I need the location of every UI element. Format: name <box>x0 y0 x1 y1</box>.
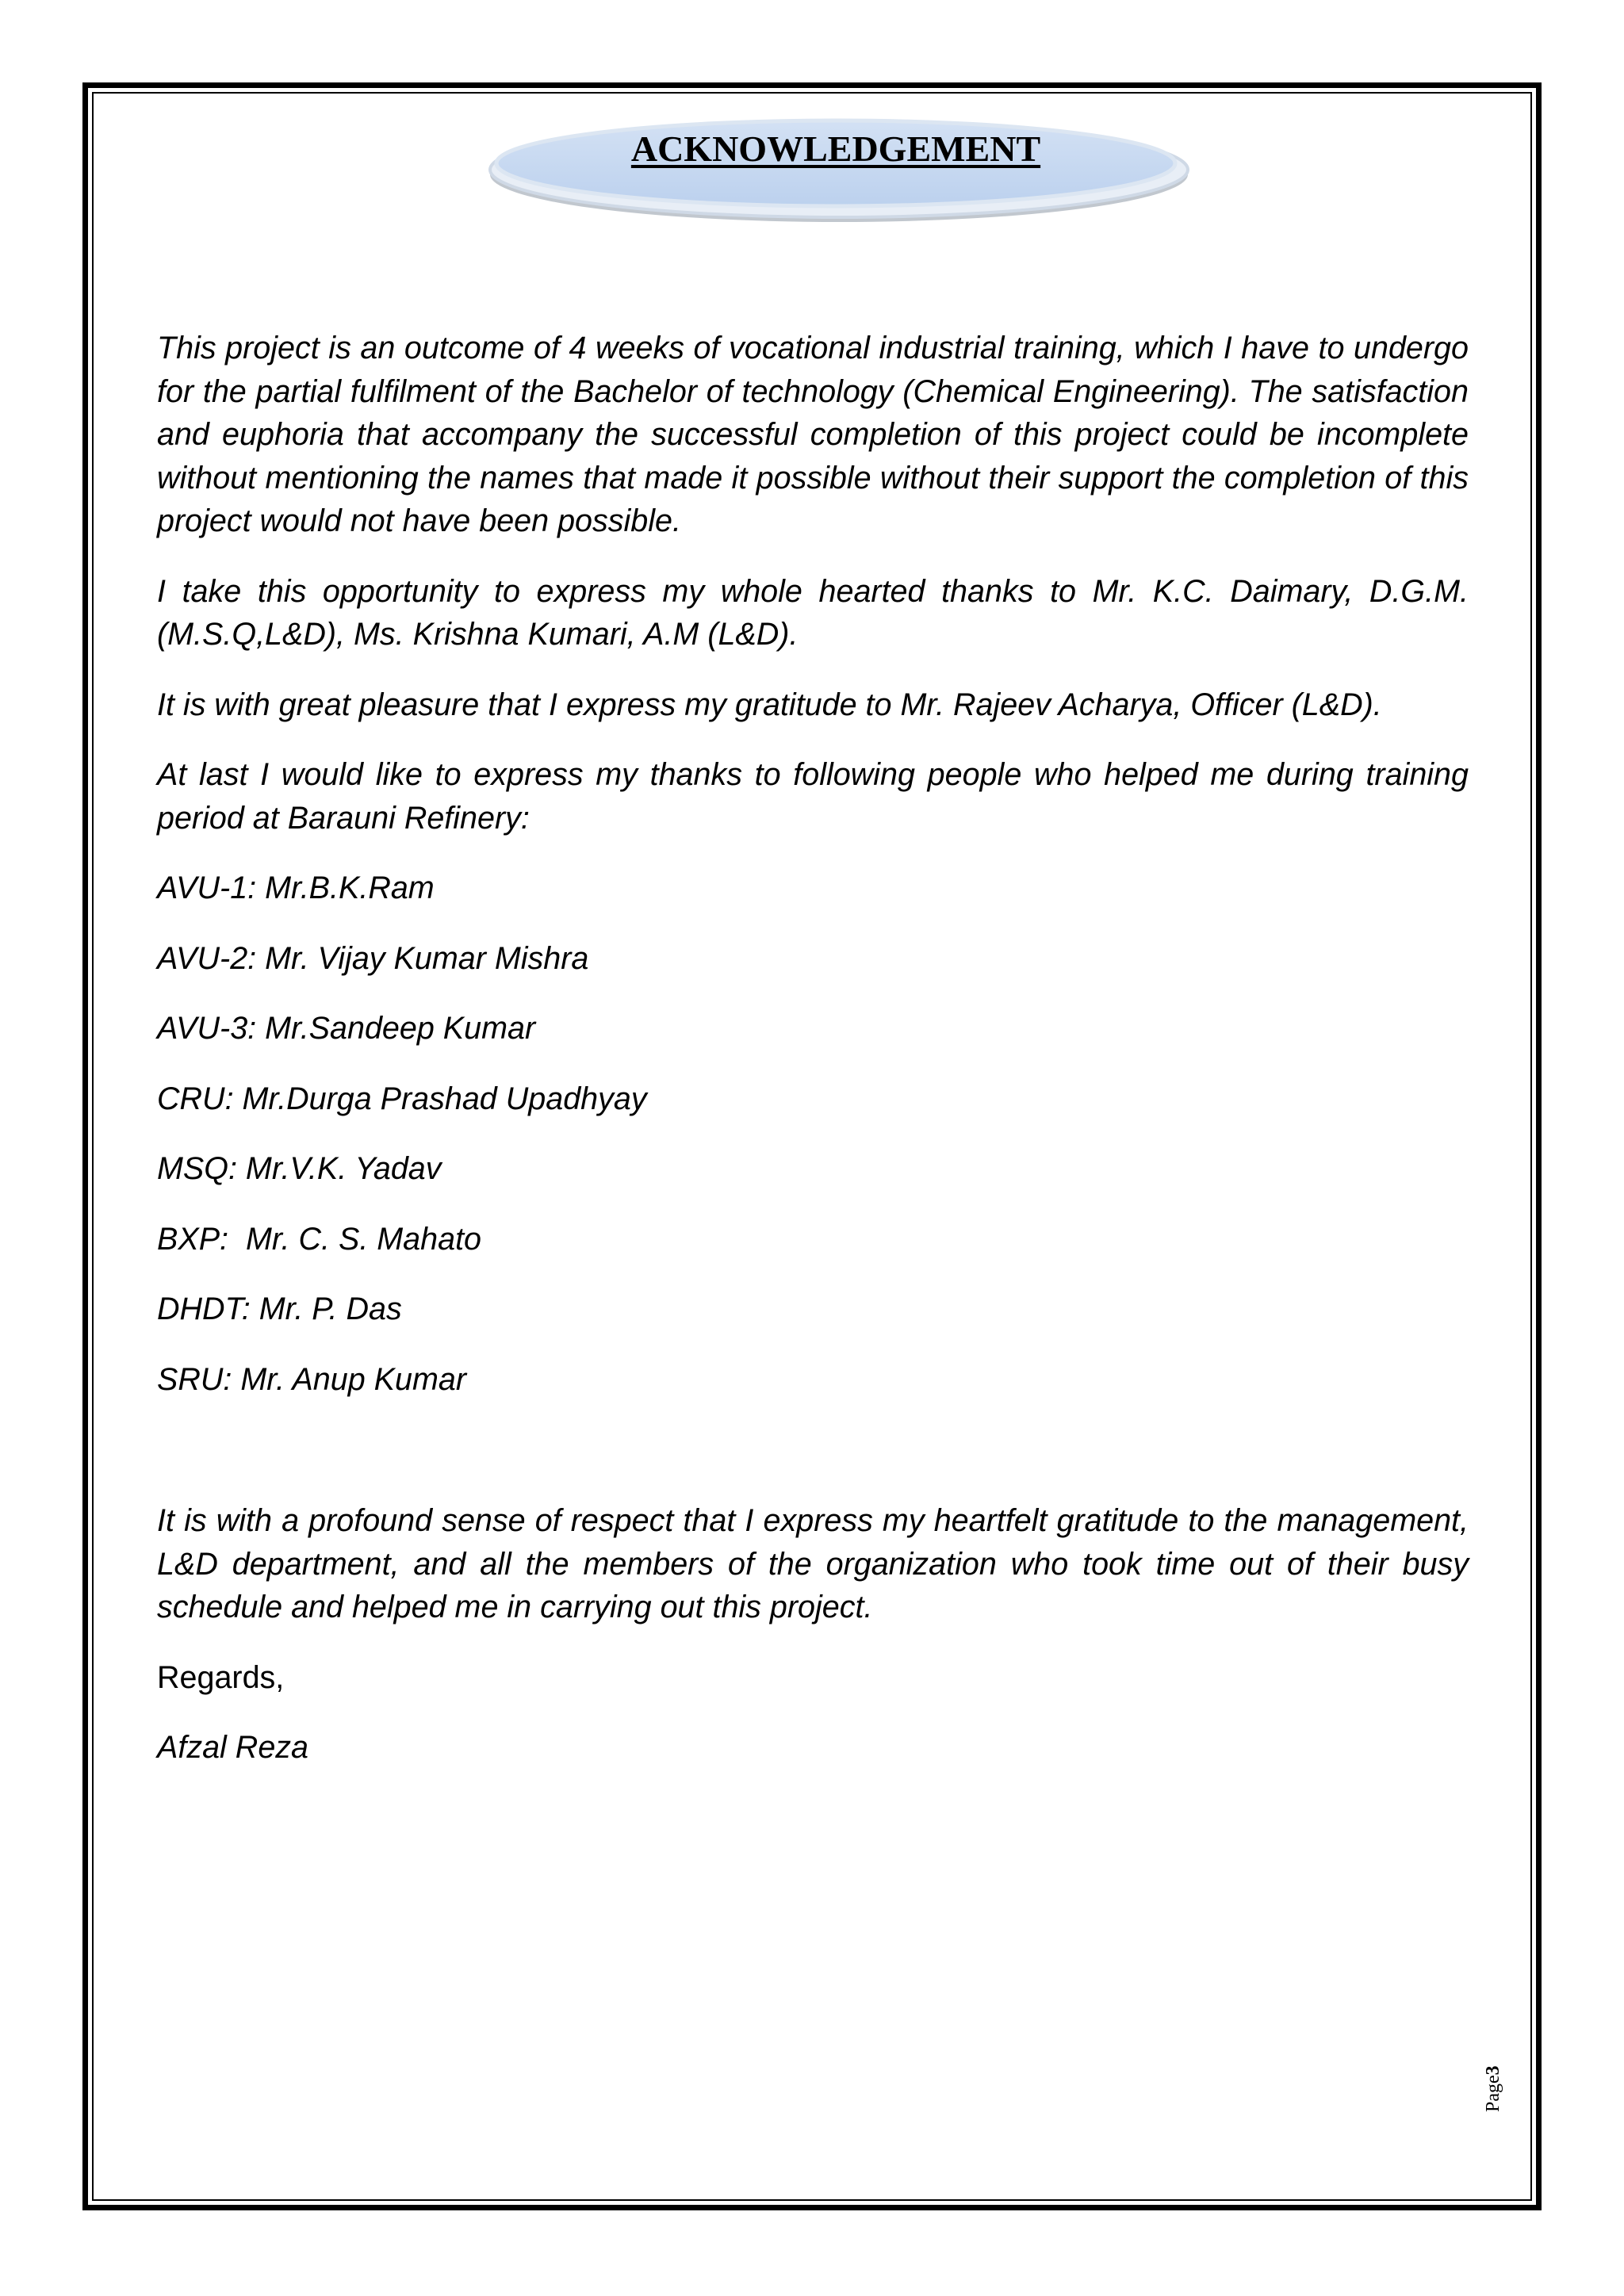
page-number-label: Page <box>1483 2075 1503 2112</box>
person-dhdt: DHDT: Mr. P. Das <box>157 1292 402 1326</box>
spacer <box>157 1428 1469 1499</box>
intro-paragraph: This project is an outcome of 4 weeks of vocational industrial training, which I have to undergo for the partial fulfilment of the Bachelor of technology (Chemical Engineering). The satisfaction and euphoria that accompany the successful completion of this project could be incomplete without mentioning the names that made it possible without their support the completion of this project would not have been possible. <box>157 331 1469 538</box>
closing-paragraph: It is with a profound sense of respect that I express my heartfelt gratitude to the management, L&D department, and all the members of the organization who took time out of their busy schedule and helped me in carrying out this project. <box>157 1503 1469 1624</box>
person-msq: MSQ: Mr.V.K. Yadav <box>157 1151 442 1186</box>
page-number <box>1483 2065 1504 2112</box>
person-bxp: BXP: Mr. C. S. Mahato <box>157 1221 482 1257</box>
title-badge <box>487 113 1193 225</box>
person-avu-2: AVU-2: Mr. Vijay Kumar Mishra <box>157 940 589 976</box>
page-number-value: 3 <box>1483 2065 1503 2076</box>
regards-text: Regards, <box>157 1659 285 1695</box>
document-body <box>157 327 1469 1797</box>
gratitude-officer-paragraph: It is with great pleasure that I express my gratitude to Mr. Rajeev Acharya, Officer (L&D). <box>157 687 1382 722</box>
person-sru: SRU: Mr. Anup Kumar <box>157 1361 466 1397</box>
person-avu-1: AVU-1: Mr.B.K.Ram <box>157 871 435 905</box>
thanks-dgm-paragraph: I take this opportunity to express my whole hearted thanks to Mr. K.C. Daimary, D.G.M. (M.S.Q,L&D), Ms. Krishna Kumari, A.M (L&D). <box>157 573 1469 652</box>
page-title: ACKNOWLEDGEMENT <box>630 128 1041 169</box>
thanks-people-paragraph: At last I would like to express my thanks to following people who helped me during training period at Barauni Refinery: <box>157 757 1469 836</box>
person-avu-3: AVU-3: Mr.Sandeep Kumar <box>157 1011 536 1046</box>
author-name: Afzal Reza <box>157 1730 309 1765</box>
person-cru: CRU: Mr.Durga Prashad Upadhyay <box>157 1081 647 1116</box>
